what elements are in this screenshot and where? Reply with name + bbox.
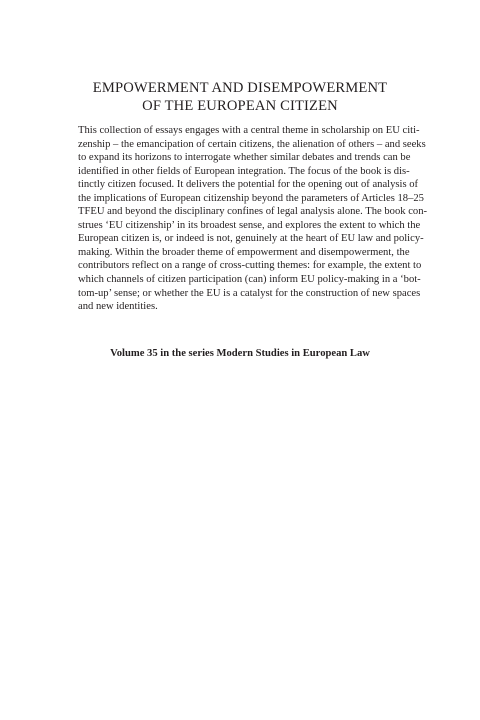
description-line: which channels of citizen participation (can) inform EU policy-making in a ‘bot- (78, 274, 421, 286)
description-line: tinctly citizen focused. It delivers the potential for the opening out of analysis of (78, 179, 419, 191)
book-description (78, 124, 428, 314)
description-line: the implications of European citizenship beyond the parameters of Articles 18–25 (78, 192, 424, 204)
description-line: strues ‘EU citizenship’ in its broadest sense, and explores the extent to which the (78, 219, 421, 231)
description-line: tom-up’ sense; or whether the EU is a catalyst for the construction of new spaces (78, 287, 421, 299)
book-title-line-1: EMPOWERMENT AND DISEMPOWERMENT (92, 80, 388, 96)
description-line: making. Within the broader theme of empowerment and disempowerment, the (78, 246, 410, 258)
description-line: contributors reflect on a range of cross-cutting themes: for example, the extent to (78, 260, 422, 272)
description-line: TFEU and beyond the disciplinary confines of legal analysis alone. The book con- (78, 206, 428, 218)
description-line: This collection of essays engages with a central theme in scholarship on EU citi- (78, 125, 420, 136)
series-note: Volume 35 in the series Modern Studies in European Law (110, 348, 370, 359)
description-line: European citizen is, or indeed is not, genuinely at the heart of EU law and policy- (78, 233, 424, 245)
book-title-line-2: OF THE EUROPEAN CITIZEN (142, 98, 338, 114)
description-line: identified in other fields of European integration. The focus of the book is dis- (78, 165, 410, 177)
description-line: zenship – the emancipation of certain citizens, the alienation of others – and seeks (78, 138, 426, 150)
description-line: to expand its horizons to interrogate whether similar debates and trends can be (78, 152, 411, 164)
description-line: and new identities. (78, 301, 158, 313)
